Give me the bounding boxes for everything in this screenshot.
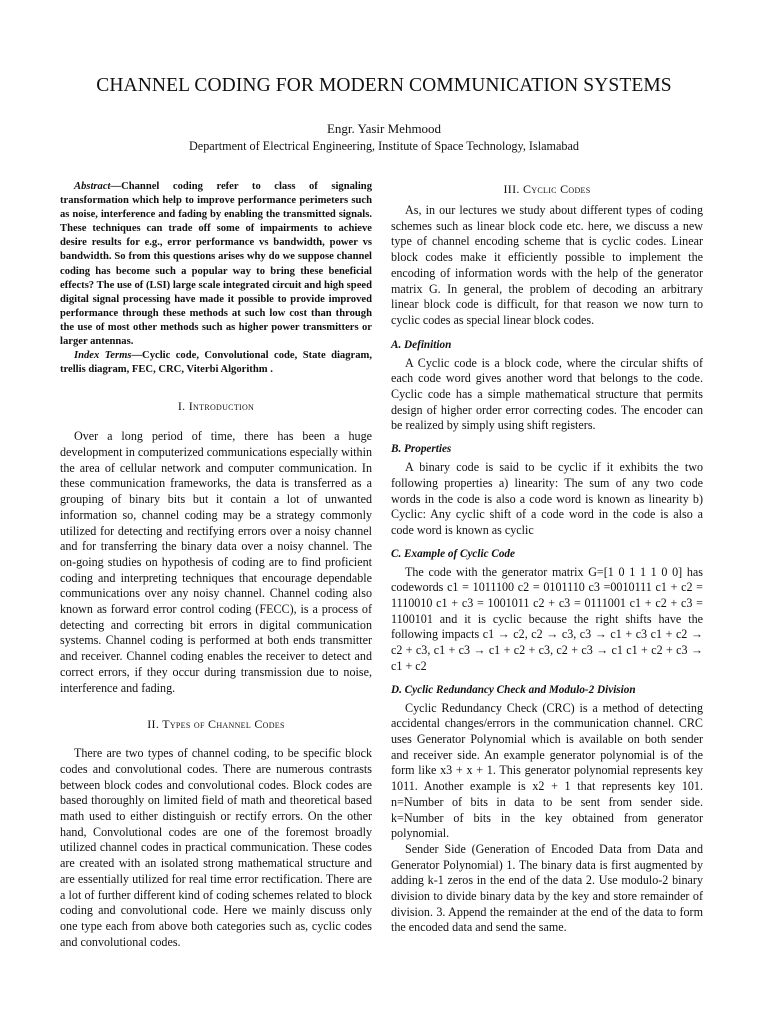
paper-title: CHANNEL CODING FOR MODERN COMMUNICATION SYSTEMS xyxy=(96,75,672,96)
properties-paragraph: A binary code is said to be cyclic if it exhibits the two following properties a) linearity: The sum of any two code words in the code is also a code word is known as linearity b) Cyclic: Any cyclic shift of a code word in the code is also a code word is known as cyclic xyxy=(391,460,703,537)
crc-paragraph: Cyclic Redundancy Check (CRC) is a method of detecting accidental changes/errors in the communication channel. CRC uses Generator Polynomial which is available on both sender and receiver side. An example generator polynomial is of the form like x3 + x + 1. This generator polynomial represents key 1011. Another example is x2 + 1 that represents key 101. n=Number of bits in data to be sent from sender side. k=Number of bits in the key obtained from generator polynomial. xyxy=(391,700,703,841)
types-paragraph: There are two types of channel coding, to be specific block codes and convolutional codes. There are numerous contrasts between block codes and convolutional codes. Block codes are based thoroughly on limited field of math and theoretical based math used to either distinguish or rectify errors. On the other hand, Convolutional codes are one of the foremost broadly utilized channel codes in practical communication. These codes are created with an isolated strong mathematical structure and are essentially utilized for real time error rectification. There are a lot of further different kind of coding schemes related to block coding and convolutional code. Here we mainly discuss only one type each from above both categories such as, cyclic codes and convolutional codes. xyxy=(60,746,372,949)
crc-sender-paragraph: Sender Side (Generation of Encoded Data from Data and Generator Polynomial) 1. The binary data is first augmented by adding k-1 zeros in the end of the data 2. Use modulo-2 binary division to divide binary data by the key and store remainder of division. 3. Append the remainder at the end of the data to form the encoded data and send the same. xyxy=(391,841,703,935)
index-terms-lead: Index Terms xyxy=(74,350,132,362)
definition-paragraph: A Cyclic code is a block code, where the circular shifts of each code word gives another word that belongs to the code. Cyclic code has a simple mathematical structure that permits design of higher order error correcting codes. The encoder can be realized by simply using shift registers. xyxy=(391,355,703,433)
crc-heading: D. Cyclic Redundancy Check and Modulo-2 Division xyxy=(391,683,636,696)
cyclic-paragraph: As, in our lectures we study about different types of coding schemes such as linear block code etc. here, we discuss a new type of channel encoding scheme that is cyclic codes. Linear block codes make it efficiently possible to implement the encoding of information words with the help of the generator matrix G. In general, the problem of decoding an arbitrary linear block code is difficult, for that reason we now turn to cyclic codes as special linear block codes. xyxy=(391,203,703,327)
index-terms-text: —Cyclic code, Convolutional code, State diagram, trellis diagram, FEC, CRC, Viterbi Algorithm . xyxy=(60,350,372,376)
abstract xyxy=(60,180,372,349)
cyclic-heading: III. Cyclic Codes xyxy=(503,182,591,196)
introduction-paragraph: Over a long period of time, there has been a huge development in computerized communications especially within the area of cellular network and computer communication. In these communication frameworks, the data is transferred as a grouping of binary bits but it contain a lot of unwanted information so, channel coding may be a strategy commonly utilized for detecting and rectifying errors over a noisy channel and for transferring the binary data over a noisy channel. The on-going studies on hypothesis of coding are to find proficient coding and interpreting techniques that encourage dependable communications over any noisy channel. Channel coding also known as forward error control coding (FECC), is a process of detecting and correcting bit errors in digital communication systems. Channel coding is performed at both ends transmitter and receiver. Channel coding enables the receiver to detect and correct errors, if they occur during transmission due to noise, interference and fading. xyxy=(60,429,372,695)
author-name: Engr. Yasir Mehmood xyxy=(326,121,442,136)
properties-heading: B. Properties xyxy=(391,443,452,456)
right-column xyxy=(391,180,703,936)
types-heading: II. Types of Channel Codes xyxy=(147,717,285,732)
definition-heading: A. Definition xyxy=(391,338,452,351)
abstract-text: —Channel coding refer to class of signaling transformation which help to improve performance perimeters such as noise, interference and fading by enabling the transmitted signals. These techniques can trade off some of impairments to achieve desire results for e.g., error performance vs bandwidth, power vs bandwidth. So from this questions arises why do we suppose channel coding has become such a popular way to bring these beneficial effects? The use of (LSI) large scale integrated circuit and high speed digital signal processing have made it possible to provide improved performance through these methods at such low cost than through the use of most other methods such as higher power transmitters or larger antennas. xyxy=(60,181,372,348)
abstract-lead: Abstract xyxy=(74,181,111,192)
example-paragraph: The code with the generator matrix G=[1 0 1 1 1 0 0] has codewords c1 = 1011100 c2 = 0101110 c3 =0010111 c1 + c2 = 1110010 c1 + c3 = 1001011 c2 + c3 = 0111001 c1 + c2 + c3 = 1100101 and it is cyclic because the right shifts have the following impacts c1 → c2, c2 → c3, c3 → c1 + c3 c1 + c2 → c2 + c3, c1 + c3 → c1 + c2 + c3, c2 + c3 → c1 c1 + c2 + c3 → c1 + c2 xyxy=(391,564,703,673)
example-heading: C. Example of Cyclic Code xyxy=(391,547,515,560)
introduction-heading: I. Introduction xyxy=(177,399,255,414)
author-affiliation: Department of Electrical Engineering, Institute of Space Technology, Islamabad xyxy=(188,139,580,153)
index-terms xyxy=(60,349,372,377)
left-column xyxy=(60,180,372,950)
